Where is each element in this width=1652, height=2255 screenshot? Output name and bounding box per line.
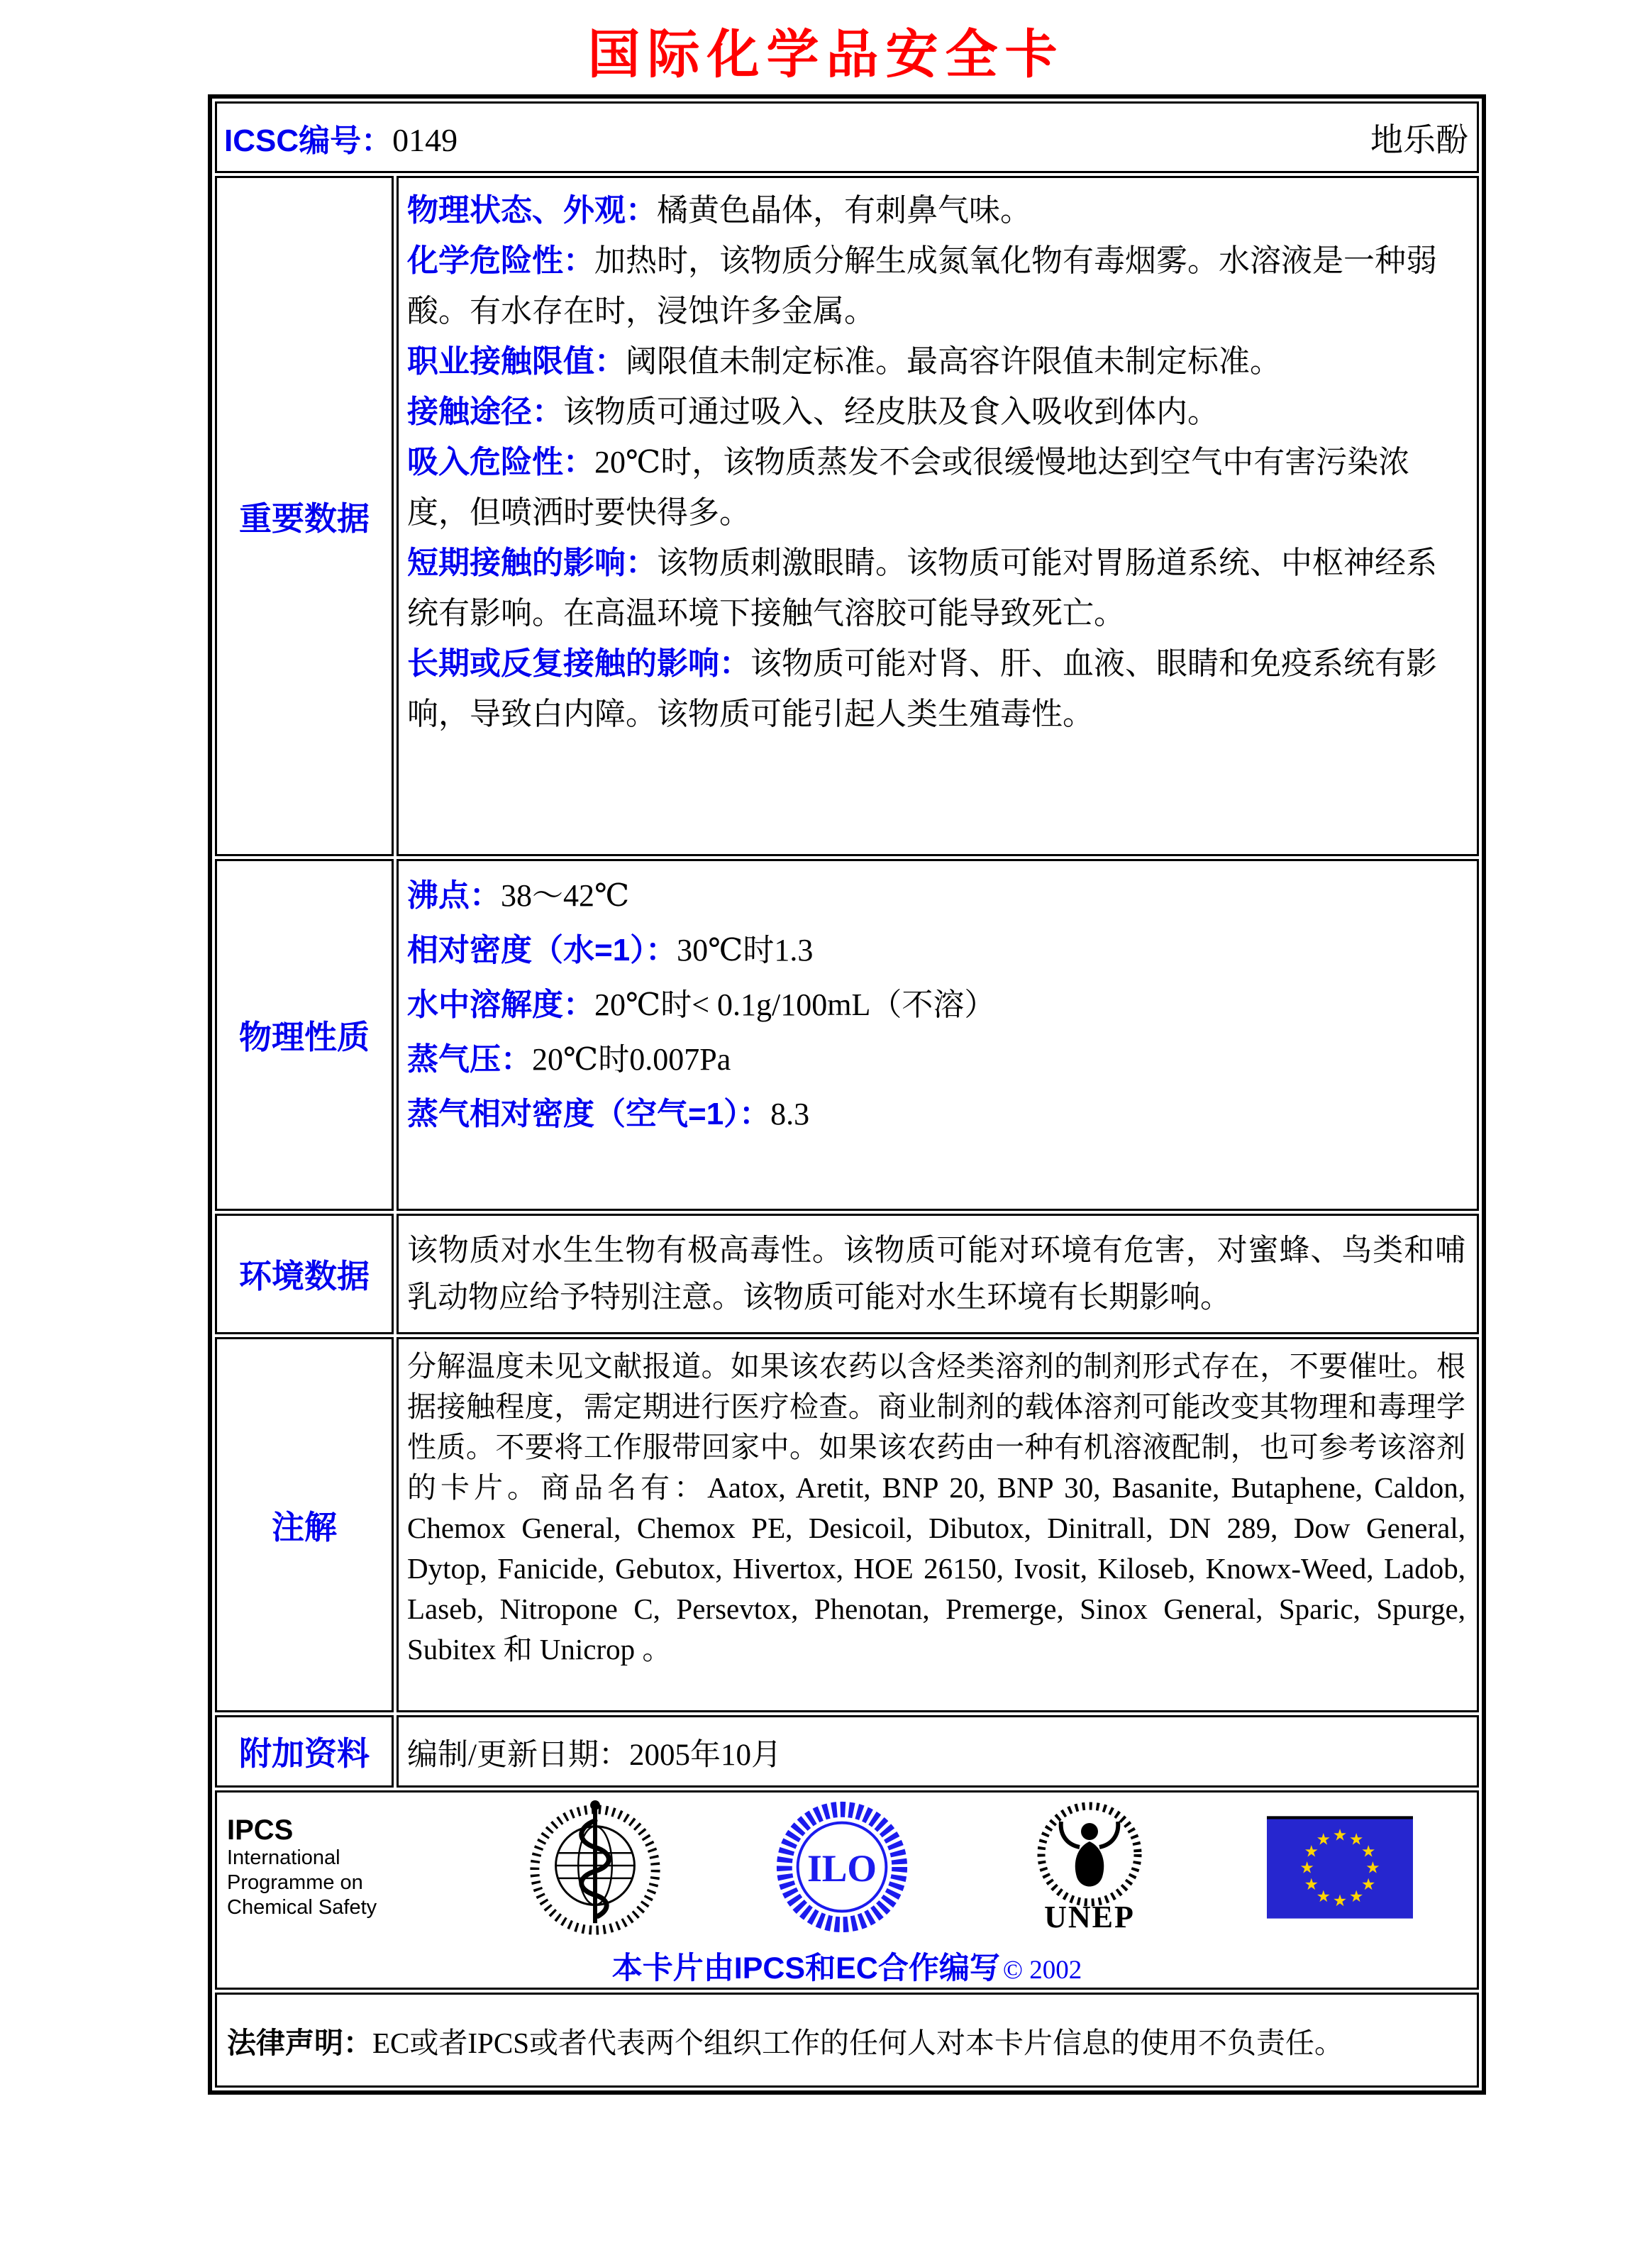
property-value: 38～42℃ [501,878,630,913]
property-key: 物理状态、外观： [407,193,657,228]
section-label-physical-properties: 物理性质 [215,859,394,1211]
svg-text:★: ★ [1304,1842,1319,1861]
table-row-notes [215,1337,1479,1712]
svg-text:★: ★ [1332,1891,1348,1910]
table-row-physical-properties [215,859,1479,1211]
section-content-important-data [397,176,1479,856]
ipcs-text-block [227,1814,418,1920]
unep-letters: UNEP [1044,1900,1135,1934]
table-row-additional-info [215,1715,1479,1788]
page-title: 国际化学品安全卡 [587,25,1065,84]
property-value: 阈限值未制定标准。最高容许限值未制定标准。 [626,344,1281,379]
svg-text:★: ★ [1332,1825,1348,1844]
property-key: 沸点： [407,878,501,913]
ipcs-line: Programme on [227,1871,363,1894]
property-key: 职业接触限值： [407,344,626,379]
section-content-physical-properties [397,859,1479,1211]
property-key: 接触途径： [407,394,563,429]
who-logo-icon [525,1797,665,1937]
section-content-notes: 分解温度未见文献报道。如果该农药以含烃类溶剂的制剂形式存在，不要催吐。根据接触程度，需定期进行医疗检查。商业制剂的载体溶剂可能改变其物理和毒理学性质。不要将工作服带回家中。如果该农药由一种有机溶液配制，也可参考该溶剂的卡片。商品名有：Aatox, Aretit, BNP 20, BNP 30, Basanite, Butaphene, Caldon, Chemox General, Chemox PE, Desicoil, Dibutox, Dinitrall, DN 289, Dow General, Dytop, Fanicide, Gebutox, Hivertox, HOE 26150, Ivosit, Kiloseb, Knowx-Weed, Ladob, Laseb, Nitropone C, Persevtox, Phenotan, Premerge, Sinox General, Sparic, Spurge, Subitex 和 Unicrop 。 [397,1337,1479,1712]
svg-text:★: ★ [1316,1830,1331,1849]
property-item [407,236,1465,336]
property-key: 短期接触的影响： [407,545,657,580]
legal-notice-label: 法律声明： [227,2026,372,2059]
svg-text:★: ★ [1361,1875,1376,1894]
property-key: 化学危险性： [407,243,594,278]
logos-row [217,1793,1477,1937]
table-row-important-data [215,176,1479,856]
property-item [407,185,1465,236]
section-content-additional-info: 编制/更新日期：2005年10月 [397,1715,1479,1788]
property-item [407,868,1465,923]
chemical-name: 地乐酚 [1370,121,1468,158]
property-key: 蒸气相对密度（空气=1）： [407,1097,771,1131]
icsc-number-value: 0149 [392,121,458,158]
property-value: 30℃时1.3 [677,933,814,968]
icsc-number-group [224,115,458,160]
section-label-environmental-data: 环境数据 [215,1214,394,1334]
ilo-logo-icon [772,1797,912,1937]
property-item [407,1032,1465,1087]
table-row-logos [215,1790,1479,1990]
property-value: 20℃时0.007Pa [532,1042,731,1077]
property-value: 该物质可能对肾、肝、血液、眼睛和免疫系统有影响，导致白内障。该物质可能引起人类生殖毒性。 [407,646,1437,731]
svg-text:★: ★ [1304,1875,1319,1894]
property-value: 20℃时，该物质蒸发不会或很缓慢地达到空气中有害污染浓度，但喷洒时要快得多。 [407,445,1410,530]
svg-text:★: ★ [1361,1842,1376,1861]
property-item [407,538,1465,638]
card-header-row [217,114,1477,161]
table-row-legal-notice [215,1993,1479,2088]
ilo-letters: ILO [806,1846,877,1890]
property-key: 吸入危险性： [407,445,594,480]
ipcs-name: IPCS [227,1814,294,1846]
property-item [407,387,1465,437]
icsc-number-label: ICSC编号： [224,123,393,158]
ipcs-line: International [227,1846,340,1869]
property-key: 长期或反复接触的影响： [407,646,750,681]
svg-text:★: ★ [1299,1858,1314,1878]
section-label-additional-info: 附加资料 [215,1715,394,1788]
property-key: 相对密度（水=1）： [407,933,677,968]
section-content-environmental-data: 该物质对水生生物有极高毒性。该物质可能对环境有危害，对蜜蜂、鸟类和哺乳动物应给予特别注意。该物质可能对水生环境有长期影响。 [397,1214,1479,1334]
legal-notice-text: EC或者IPCS或者代表两个组织工作的任何人对本卡片信息的使用不负责任。 [372,2026,1343,2059]
unep-logo-icon [1019,1797,1160,1937]
property-value: 橘黄色晶体，有刺鼻气味。 [657,193,1031,228]
property-item [407,336,1465,387]
svg-text:★: ★ [1349,1887,1364,1906]
property-item [407,437,1465,538]
credit-text: 本卡片由IPCS和EC合作编写 [611,1951,1000,1985]
section-label-important-data: 重要数据 [215,176,394,856]
credit-line [217,1944,1477,1988]
property-item [407,923,1465,977]
property-value: 8.3 [770,1097,810,1131]
section-label-notes: 注解 [215,1337,394,1712]
icsc-card-table [208,94,1486,2095]
property-value: 20℃时< 0.1g/100mL（不溶） [594,987,996,1022]
property-key: 水中溶解度： [407,987,594,1022]
property-value: 该物质可通过吸入、经皮肤及食入吸收到体内。 [563,394,1219,429]
property-key: 蒸气压： [407,1042,532,1077]
table-row-header [215,101,1479,173]
property-value: 该物质刺激眼睛。该物质可能对胃肠道系统、中枢神经系统有影响。在高温环境下接触气溶胶可能导致死亡。 [407,545,1437,631]
svg-text:★: ★ [1365,1858,1380,1878]
ipcs-line: Chemical Safety [227,1895,377,1919]
property-item [407,1087,1465,1141]
property-item [407,977,1465,1032]
property-item [407,638,1465,739]
property-value: 加热时，该物质分解生成氮氧化物有毒烟雾。水溶液是一种弱酸。有水存在时，浸蚀许多金属。 [407,243,1437,328]
svg-text:★: ★ [1316,1887,1331,1906]
credit-year: © 2002 [1002,1956,1082,1985]
svg-text:★: ★ [1349,1830,1364,1849]
logos-wrap [217,1793,1477,1988]
table-row-environmental-data [215,1214,1479,1334]
eu-flag-icon [1267,1816,1413,1919]
